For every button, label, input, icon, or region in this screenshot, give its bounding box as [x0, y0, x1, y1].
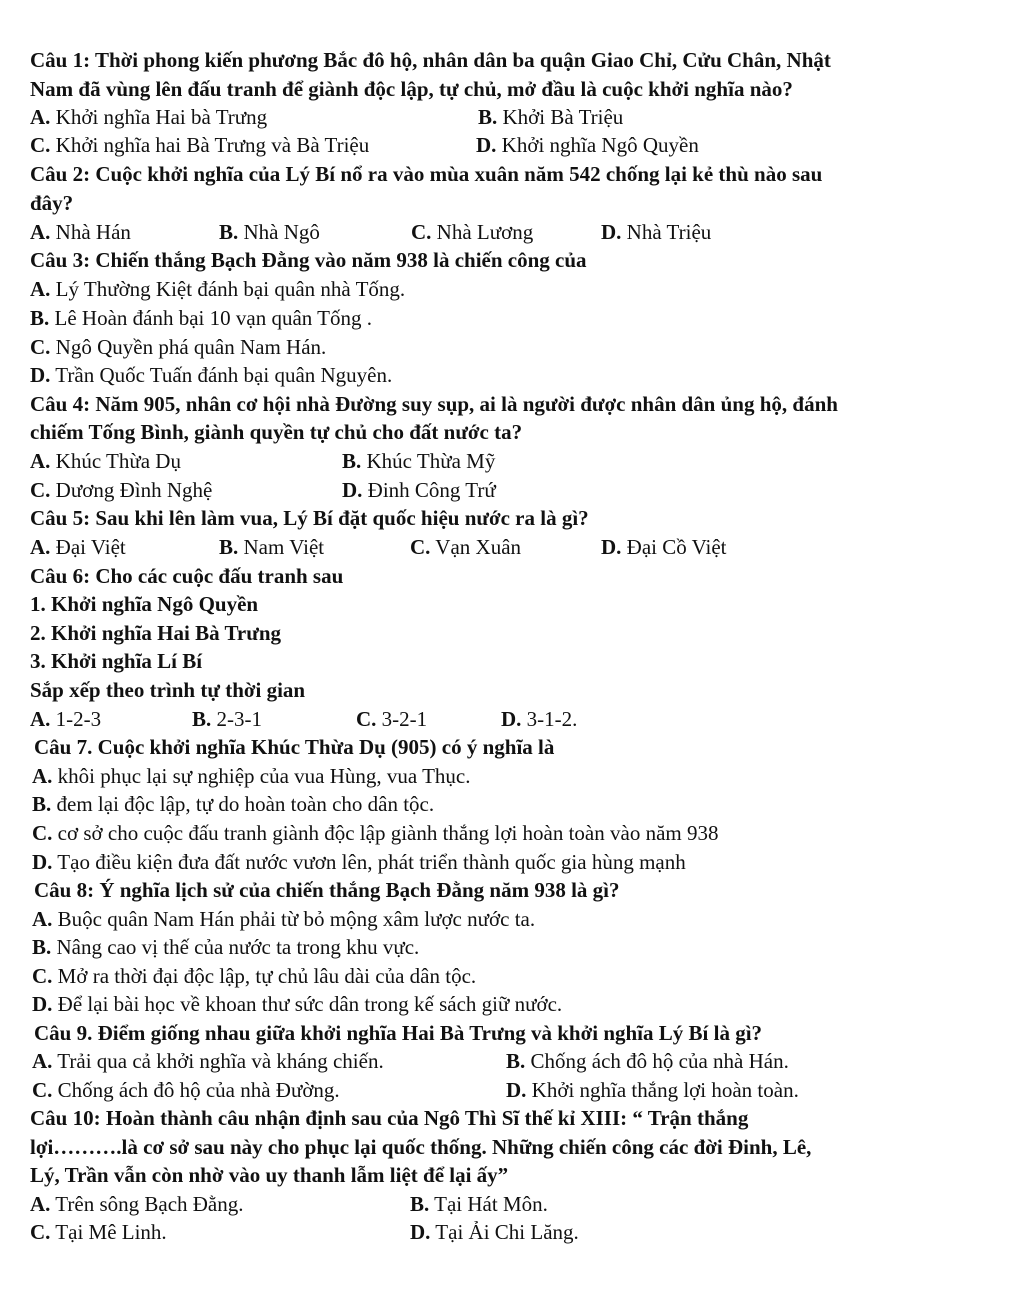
question-9-options-row-1: [32, 1047, 1022, 1075]
question-8-option-b: B. Nâng cao vị thế của nước ta trong khu vực.: [32, 935, 420, 959]
question-10-option-b: B. Tại Hát Môn.: [410, 1192, 548, 1216]
question-2-option-d: D. Nhà Triệu: [601, 220, 712, 244]
question-9-option-b: B. Chống ách đô hộ của nhà Hán.: [506, 1049, 789, 1073]
question-10-line-3: Lý, Trần vẫn còn nhờ vào uy thanh lẫm liệt để lại ấy”: [30, 1163, 509, 1187]
question-8-option-d: D. Để lại bài học về khoan thư sức dân trong kế sách giữ nước.: [32, 992, 563, 1016]
question-6-option-d: D. 3-1-2.: [501, 707, 578, 731]
question-6-sort-instruction: Sắp xếp theo trình tự thời gian: [30, 678, 306, 702]
question-4-option-a: A. Khúc Thừa Dụ: [30, 449, 181, 473]
question-10-options-row-2: [30, 1218, 1020, 1246]
question-9-option-c: C. Chống ách đô hộ của nhà Đường.: [32, 1078, 340, 1102]
question-1-options-row-1: [30, 103, 1020, 131]
question-3-option-d: D. Trần Quốc Tuấn đánh bại quân Nguyên.: [30, 363, 393, 387]
question-2-line-1: Câu 2: Cuộc khởi nghĩa của Lý Bí nổ ra vào mùa xuân năm 542 chống lại kẻ thù nào sau: [30, 162, 823, 186]
question-9-option-d: D. Khởi nghĩa thắng lợi hoàn toàn.: [506, 1078, 799, 1102]
question-4-option-c: C. Dương Đình Nghệ: [30, 478, 213, 502]
question-10-option-c: C. Tại Mê Linh.: [30, 1220, 167, 1244]
question-9-options-row-2: [32, 1076, 1022, 1104]
question-1-option-a: A. Khởi nghĩa Hai bà Trưng: [30, 105, 268, 129]
question-4-option-d: D. Đinh Công Trứ: [342, 478, 496, 502]
question-3-option-a: A. Lý Thường Kiệt đánh bại quân nhà Tống.: [30, 277, 406, 301]
question-10-line-1: Câu 10: Hoàn thành câu nhận định sau của Ngô Thì Sĩ thế kỉ XIII: “ Trận thắng: [30, 1106, 749, 1130]
question-5-options-row: [30, 533, 1020, 561]
question-3-option-b: B. Lê Hoàn đánh bại 10 vạn quân Tống .: [30, 306, 372, 330]
question-4-line-2: chiếm Tống Bình, giành quyền tự chủ cho đất nước ta?: [30, 420, 523, 444]
question-1-option-d: D. Khởi nghĩa Ngô Quyền: [476, 133, 699, 157]
question-1-line-2: Nam đã vùng lên đấu tranh để giành độc lập, tự chủ, mở đầu là cuộc khởi nghĩa nào?: [30, 77, 793, 101]
question-2-line-2: đây?: [30, 191, 74, 215]
question-3-option-c: C. Ngô Quyền phá quân Nam Hán.: [30, 335, 327, 359]
question-4-line-1: Câu 4: Năm 905, nhân cơ hội nhà Đường suy sụp, ai là người được nhân dân ủng hộ, đánh: [30, 392, 838, 416]
question-10-options-row-1: [30, 1190, 1020, 1218]
question-8-option-a: A. Buộc quân Nam Hán phải từ bỏ mộng xâm lược nước ta.: [32, 907, 536, 931]
question-4-option-b: B. Khúc Thừa Mỹ: [342, 449, 496, 473]
question-6-option-c: C. 3-2-1: [356, 707, 428, 731]
question-1-options-row-2: [30, 131, 1020, 159]
question-10-option-a: A. Trên sông Bạch Đằng.: [30, 1192, 244, 1216]
question-1-line-1: Câu 1: Thời phong kiến phương Bắc đô hộ, nhân dân ba quận Giao Chỉ, Cửu Chân, Nhật: [30, 48, 831, 72]
question-2-options-row: [30, 218, 1020, 246]
question-2-option-a: A. Nhà Hán: [30, 220, 131, 244]
question-6-item-3: 3. Khởi nghĩa Lí Bí: [30, 649, 203, 673]
question-6-line-1: Câu 6: Cho các cuộc đấu tranh sau: [30, 564, 344, 588]
question-3-line-1: Câu 3: Chiến thắng Bạch Đằng vào năm 938 là chiến công của: [30, 248, 587, 272]
question-5-option-d: D. Đại Cồ Việt: [601, 535, 727, 559]
question-4-options-row-1: [30, 447, 1020, 475]
question-6-item-2: 2. Khởi nghĩa Hai Bà Trưng: [30, 621, 282, 645]
question-5-option-b: B. Nam Việt: [219, 535, 325, 559]
question-7-line-1: Câu 7. Cuộc khởi nghĩa Khúc Thừa Dụ (905) có ý nghĩa là: [34, 735, 555, 759]
question-4-options-row-2: [30, 476, 1020, 504]
question-8-option-c: C. Mở ra thời đại độc lập, tự chủ lâu dài của dân tộc.: [32, 964, 477, 988]
question-7-option-d: D. Tạo điều kiện đưa đất nước vươn lên, phát triển thành quốc gia hùng mạnh: [32, 850, 686, 874]
question-6-option-b: B. 2-3-1: [192, 707, 263, 731]
question-10-option-d: D. Tại Ải Chi Lăng.: [410, 1220, 579, 1244]
question-6-options-row: [30, 705, 1020, 733]
question-9-option-a: A. Trải qua cả khởi nghĩa và kháng chiến.: [32, 1049, 384, 1073]
question-7-option-c: C. cơ sở cho cuộc đấu tranh giành độc lập giành thắng lợi hoàn toàn vào năm 938: [32, 821, 719, 845]
question-7-option-a: A. khôi phục lại sự nghiệp của vua Hùng, vua Thục.: [32, 764, 471, 788]
question-7-option-b: B. đem lại độc lập, tự do hoàn toàn cho dân tộc.: [32, 792, 435, 816]
question-1-option-b: B. Khởi Bà Triệu: [478, 105, 624, 129]
question-10-line-2: lợi……….là cơ sở sau này cho phục lại quốc thống. Những chiến công các đời Đinh, Lê,: [30, 1135, 812, 1159]
question-2-option-c: C. Nhà Lương: [411, 220, 534, 244]
question-2-option-b: B. Nhà Ngô: [219, 220, 320, 244]
question-5-line-1: Câu 5: Sau khi lên làm vua, Lý Bí đặt quốc hiệu nước ra là gì?: [30, 506, 589, 530]
question-5-option-c: C. Vạn Xuân: [410, 535, 522, 559]
question-6-option-a: A. 1-2-3: [30, 707, 102, 731]
question-1-option-c: C. Khởi nghĩa hai Bà Trưng và Bà Triệu: [30, 133, 370, 157]
question-8-line-1: Câu 8: Ý nghĩa lịch sử của chiến thắng Bạch Đằng năm 938 là gì?: [34, 878, 620, 902]
question-6-item-1: 1. Khởi nghĩa Ngô Quyền: [30, 592, 259, 616]
question-5-option-a: A. Đại Việt: [30, 535, 126, 559]
question-9-line-1: Câu 9. Điểm giống nhau giữa khởi nghĩa Hai Bà Trưng và khởi nghĩa Lý Bí là gì?: [34, 1021, 763, 1045]
